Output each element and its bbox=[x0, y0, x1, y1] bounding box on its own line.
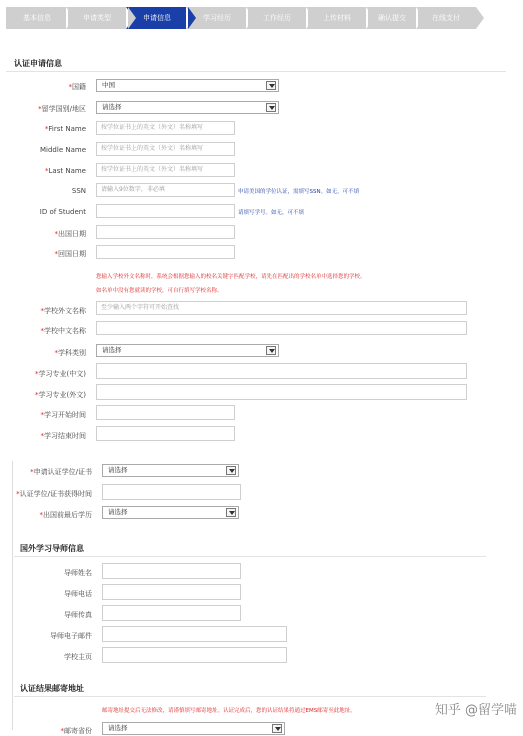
label-advisor-name: 导师姓名 bbox=[64, 569, 92, 577]
section-title-apply-info: 认证申请信息 bbox=[14, 59, 62, 68]
major-foreign-input[interactable] bbox=[96, 384, 467, 400]
school-notice-1: 您输入学校外文名称时，系统会根据您输入的校名关键字匹配学校，请先在匹配出的学校名单中选择您的学校。 bbox=[96, 274, 366, 280]
school-foreign-input[interactable]: 至少输入两个字符可开始查找 bbox=[96, 301, 467, 315]
last-name-input[interactable]: 按学位证书上的英文（外文）名称填写 bbox=[96, 163, 235, 177]
step-study: 学习经历 bbox=[186, 7, 248, 29]
chevron-down-icon bbox=[226, 466, 236, 475]
label-mail-province: *邮寄省份 bbox=[60, 727, 92, 735]
label-ssn: SSN bbox=[71, 187, 86, 195]
chevron-down-icon bbox=[266, 103, 276, 112]
label-advisor-email: 导师电子邮件 bbox=[50, 632, 92, 640]
step-confirm: 确认提交 bbox=[366, 7, 418, 29]
chevron-down-icon bbox=[226, 508, 236, 517]
mail-province-select[interactable]: 请选择 bbox=[102, 722, 285, 735]
step-basic-info: 基本信息 bbox=[6, 7, 68, 29]
first-name-input[interactable]: 按学位证书上的英文（外文）名称填写 bbox=[96, 121, 235, 135]
advisor-name-input[interactable] bbox=[102, 563, 241, 579]
ssn-input[interactable]: 请输入9位数字，非必填 bbox=[96, 183, 235, 197]
divider bbox=[14, 556, 486, 557]
divider bbox=[6, 71, 506, 72]
degree-date-input[interactable] bbox=[102, 484, 241, 500]
mail-notice: 邮寄地址提交后无法修改，请谨慎填写邮寄地址。认证完成后，您的认证结果将通过EMS邮寄至此地址。 bbox=[102, 708, 356, 714]
progress-steps bbox=[6, 7, 476, 29]
middle-name-input[interactable]: 按学位证书上的英文（外文）名称填写 bbox=[96, 142, 235, 156]
return-date-input[interactable] bbox=[96, 245, 235, 259]
subject-type-select[interactable]: 请选择 bbox=[96, 344, 279, 357]
depart-date-input[interactable] bbox=[96, 225, 235, 239]
label-middle-name: Middle Name bbox=[40, 146, 86, 154]
advisor-email-input[interactable] bbox=[102, 626, 287, 642]
section-title-advisor: 国外学习导师信息 bbox=[20, 544, 84, 553]
label-school-foreign: *学校外文名称 bbox=[40, 307, 86, 315]
nationality-select[interactable]: 中国 bbox=[96, 79, 279, 92]
advisor-phone-input[interactable] bbox=[102, 584, 241, 600]
label-major-foreign: *学习专业(外文) bbox=[35, 391, 86, 399]
label-degree-date: *认证学位/证书获得时间 bbox=[16, 490, 92, 498]
label-depart-date: *出国日期 bbox=[54, 230, 86, 238]
label-first-name: *First Name bbox=[44, 125, 86, 133]
step-apply-type: 申请类型 bbox=[66, 7, 128, 29]
study-country-select[interactable]: 请选择 bbox=[96, 101, 279, 114]
label-subject-type: *学科类别 bbox=[54, 349, 86, 357]
label-school-home: 学校主页 bbox=[64, 653, 92, 661]
label-study-country: *留学国别/地区 bbox=[38, 105, 86, 113]
label-return-date: *回国日期 bbox=[54, 250, 86, 258]
student-id-hint: 请填写学号。如无，可不填 bbox=[238, 210, 305, 216]
study-end-input[interactable] bbox=[96, 426, 235, 441]
school-notice-2: 如名单中没有您就读的学校，可自行填写学校名称。 bbox=[96, 288, 223, 294]
chevron-down-icon bbox=[266, 81, 276, 90]
step-work: 工作经历 bbox=[246, 7, 308, 29]
label-major-cn: *学习专业(中文) bbox=[35, 370, 86, 378]
school-chinese-input[interactable] bbox=[96, 321, 467, 335]
major-cn-input[interactable] bbox=[96, 363, 467, 379]
chevron-down-icon bbox=[266, 346, 276, 355]
label-nationality: *国籍 bbox=[68, 83, 86, 91]
label-student-id: ID of Student bbox=[39, 208, 86, 216]
advisor-fax-input[interactable] bbox=[102, 605, 241, 621]
prior-edu-select[interactable]: 请选择 bbox=[102, 506, 239, 519]
chevron-down-icon bbox=[272, 724, 282, 733]
label-last-name: *Last Name bbox=[45, 167, 86, 175]
label-advisor-phone: 导师电话 bbox=[64, 590, 92, 598]
label-degree-apply: *申请认证学位/证书 bbox=[30, 468, 92, 476]
watermark: 知乎 @留学喵 bbox=[434, 703, 517, 718]
ssn-hint: 申请美国的学位认证，需填写SSN。如无，可不填 bbox=[238, 189, 360, 195]
label-study-start: *学习开始时间 bbox=[40, 411, 86, 419]
step-apply-info: 申请信息 bbox=[126, 7, 188, 29]
step-upload: 上传材料 bbox=[306, 7, 368, 29]
label-prior-edu: *出国前最后学历 bbox=[39, 511, 92, 519]
divider bbox=[14, 696, 486, 697]
section-title-mail: 认证结果邮寄地址 bbox=[20, 684, 84, 693]
study-start-input[interactable] bbox=[96, 405, 235, 420]
label-advisor-fax: 导师传真 bbox=[64, 611, 92, 619]
school-home-input[interactable] bbox=[102, 647, 287, 663]
student-id-input[interactable] bbox=[96, 204, 235, 218]
step-payment: 在线支付 bbox=[416, 7, 476, 29]
degree-apply-select[interactable]: 请选择 bbox=[102, 464, 239, 477]
label-study-end: *学习结束时间 bbox=[40, 432, 86, 440]
label-school-chinese: *学校中文名称 bbox=[40, 327, 86, 335]
